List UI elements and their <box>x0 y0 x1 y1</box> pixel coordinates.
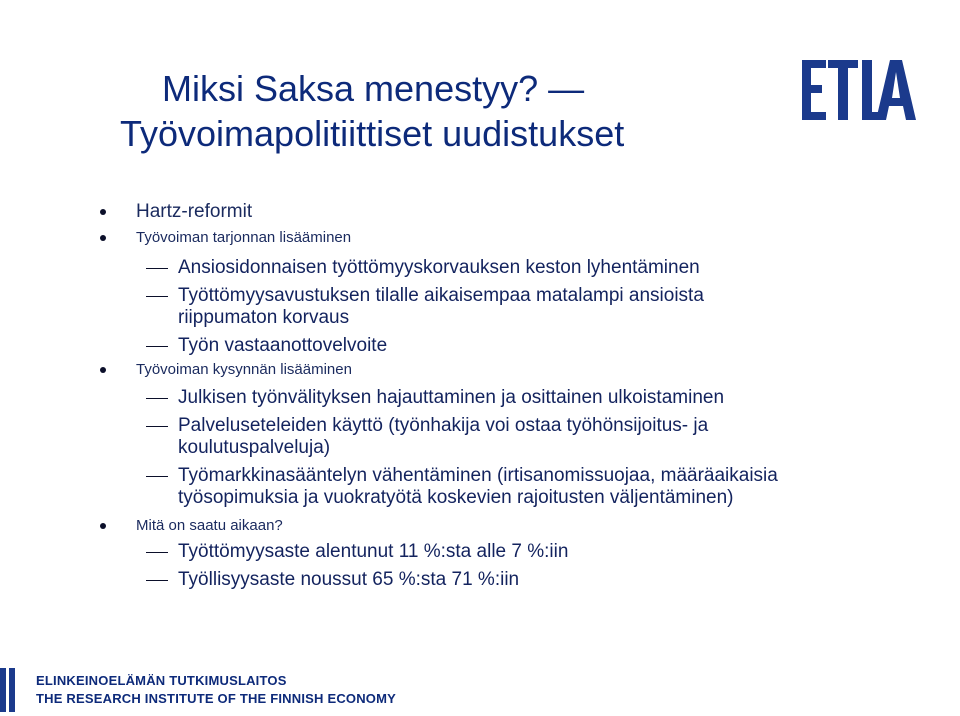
bullet-text: Hartz-reformit <box>136 201 253 222</box>
dash-icon <box>146 296 168 298</box>
bullet-icon <box>100 209 106 215</box>
footer-mark-icon <box>0 662 22 716</box>
sub-bullet-text: Työn vastaanottovelvoite <box>178 335 388 356</box>
dash-icon <box>146 580 168 582</box>
title-line-2: Työvoimapolitiittiset uudistukset <box>120 113 625 154</box>
sub-bullet-text: Työmarkkinasääntelyn vähentäminen (irtisanomissuojaa, määräaikaisia <box>178 465 778 486</box>
sub-bullet-text: riippumaton korvaus <box>178 307 350 328</box>
sub-bullet-text: Työttömyysavustuksen tilalle aikaisempaa matalampi ansioista <box>178 285 704 306</box>
dash-icon <box>146 398 168 400</box>
footer-line-2: THE RESEARCH INSTITUTE OF THE FINNISH ECONOMY <box>36 691 397 706</box>
title-line-1: Miksi Saksa menestyy? — <box>162 68 585 109</box>
dash-icon <box>146 476 168 478</box>
etla-logo <box>800 54 918 126</box>
bullet-text: Työvoiman kysynnän lisääminen <box>136 361 352 378</box>
dash-icon <box>146 346 168 348</box>
sub-bullet-text: Palveluseteleiden käyttö (työnhakija voi ostaa työhönsijoitus- ja <box>178 415 709 436</box>
bullet-icon <box>100 235 106 241</box>
sub-bullet-text: Työttömyysaste alentunut 11 %:sta alle 7 %:iin <box>178 541 569 562</box>
sub-bullet-text: Julkisen työnvälityksen hajauttaminen ja osittainen ulkoistaminen <box>178 387 725 408</box>
sub-bullet-text: työsopimuksia ja vuokratyötä koskevien rajoitusten väljentäminen) <box>178 487 734 508</box>
bullet-text: Työvoiman tarjonnan lisääminen <box>136 229 352 246</box>
footer-text <box>36 672 396 708</box>
sub-bullet-text: koulutuspalveluja) <box>178 437 331 458</box>
bullet-icon <box>100 523 106 529</box>
dash-icon <box>146 268 168 270</box>
dash-icon <box>146 426 168 428</box>
sub-bullet-text: Ansiosidonnaisen työttömyyskorvauksen keston lyhentäminen <box>178 257 700 278</box>
sub-bullet-text: Työllisyysaste noussut 65 %:sta 71 %:iin <box>178 569 520 590</box>
footer-line-1: ELINKEINOELÄMÄN TUTKIMUSLAITOS <box>36 673 287 688</box>
slide-title <box>120 66 760 156</box>
bullet-icon <box>100 367 106 373</box>
dash-icon <box>146 552 168 554</box>
bullet-text: Mitä on saatu aikaan? <box>136 517 283 534</box>
